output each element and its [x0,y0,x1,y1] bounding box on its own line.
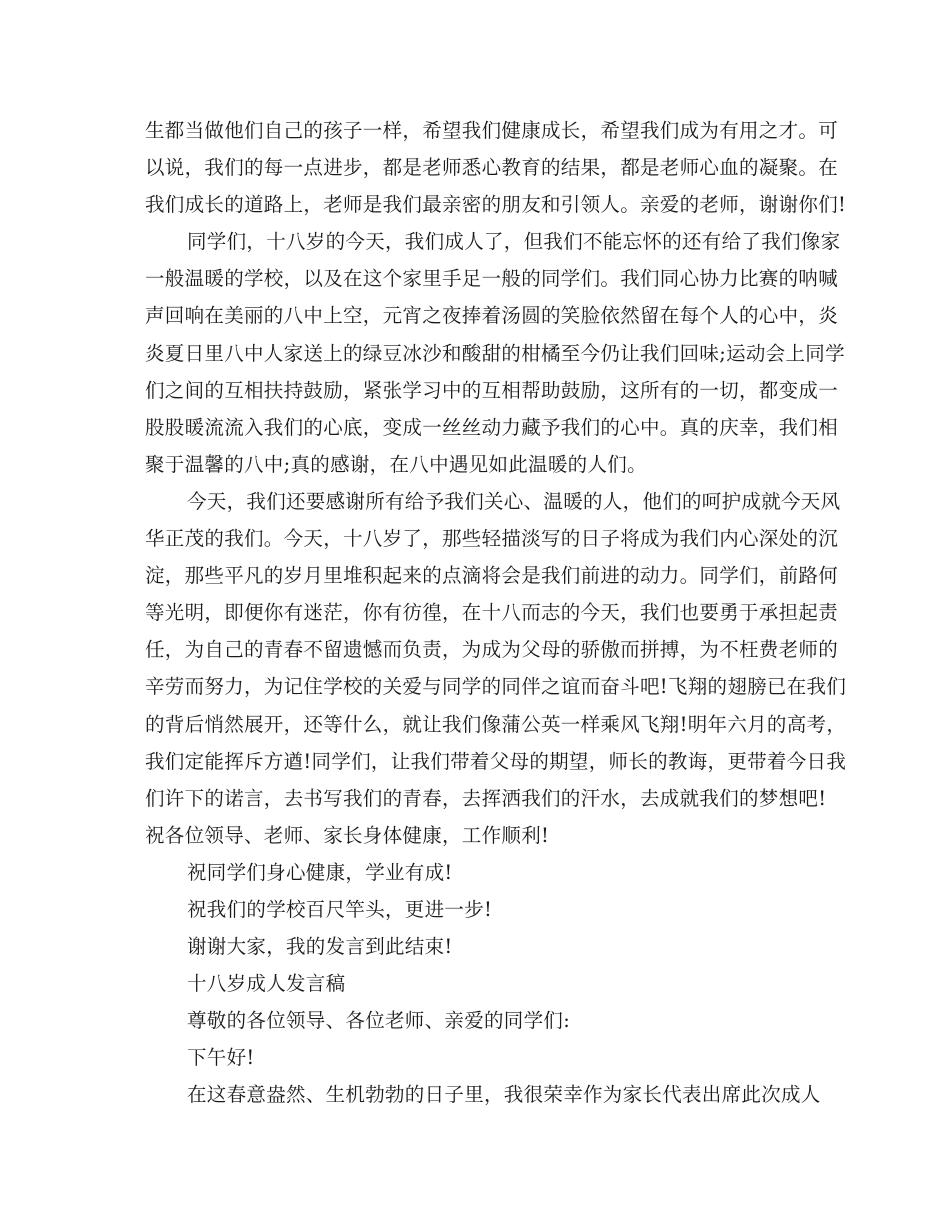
text-line: 在这春意盎然、生机勃勃的日子里，我很荣幸作为家长代表出席此次成人 [187,1083,821,1107]
text-line: 股股暖流流入我们的心底，变成一丝丝动力藏予我们的心中。真的庆幸，我们相 [145,415,839,439]
text-line: 祝我们的学校百尺竿头，更进一步! [187,897,493,921]
text-line: 我们定能挥斥方遒!同学们，让我们带着父母的期望，师长的教诲，更带着今日我 [145,749,847,773]
text-line: 的背后悄然展开，还等什么，就让我们像蒲公英一样乘风飞翔!明年六月的高考， [145,712,847,736]
text-line: 聚于温馨的八中;真的感谢，在八中遇见如此温暖的人们。 [145,452,647,476]
text-line: 一般温暖的学校，以及在这个家里手足一般的同学们。我们同心协力比赛的呐喊 [145,267,839,291]
text-line: 们之间的互相扶持鼓励，紧张学习中的互相帮助鼓励，这所有的一切，都变成一 [145,378,839,402]
text-line: 我们成长的道路上，老师是我们最亲密的朋友和引领人。亲爱的老师，谢谢你们! [145,193,847,217]
text-line: 今天，我们还要感谢所有给予我们关心、温暖的人，他们的呵护成就今天风 [187,489,841,513]
text-line: 等光明，即便你有迷茫，你有彷徨，在十八而志的今天，我们也要勇于承担起责 [145,601,839,625]
text-line: 祝各位领导、老师、家长身体健康，工作顺利! [145,823,550,847]
text-line: 同学们，十八岁的今天，我们成人了，但我们不能忘怀的还有给了我们像家 [187,230,841,254]
text-line: 下午好! [187,1046,255,1070]
text-line: 声回响在美丽的八中上空，元宵之夜捧着汤圆的笑脸依然留在每个人的心中，炎 [145,304,839,328]
text-line: 华正茂的我们。今天，十八岁了，那些轻描淡写的日子将成为我们内心深处的沉 [145,527,839,551]
text-line: 尊敬的各位领导、各位老师、亲爱的同学们: [187,1009,571,1033]
text-line: 炎夏日里八中人家送上的绿豆冰沙和酸甜的柑橘至今仍让我们回味;运动会上同学 [145,341,845,365]
text-line: 任，为自己的青春不留遗憾而负责，为成为父母的骄傲而拼搏，为不枉费老师的 [145,638,839,662]
text-line: 以说，我们的每一点进步，都是老师悉心教育的结果，都是老师心血的凝聚。在 [145,156,839,180]
text-line: 辛劳而努力，为记住学校的关爱与同学的同伴之谊而奋斗吧!飞翔的翅膀已在我们 [145,675,847,699]
text-line: 十八岁成人发言稿 [187,972,346,996]
text-line: 谢谢大家，我的发言到此结束! [187,935,453,959]
text-line: 祝同学们身心健康，学业有成! [187,860,453,884]
text-line: 淀，那些平凡的岁月里堆积起来的点滴将会是我们前进的动力。同学们，前路何 [145,564,839,588]
document-body [145,112,847,1114]
text-line: 们许下的诺言，去书写我们的青春，去挥洒我们的汗水，去成就我们的梦想吧! [145,786,827,810]
text-line: 生都当做他们自己的孩子一样，希望我们健康成长，希望我们成为有用之才。可 [145,119,839,142]
